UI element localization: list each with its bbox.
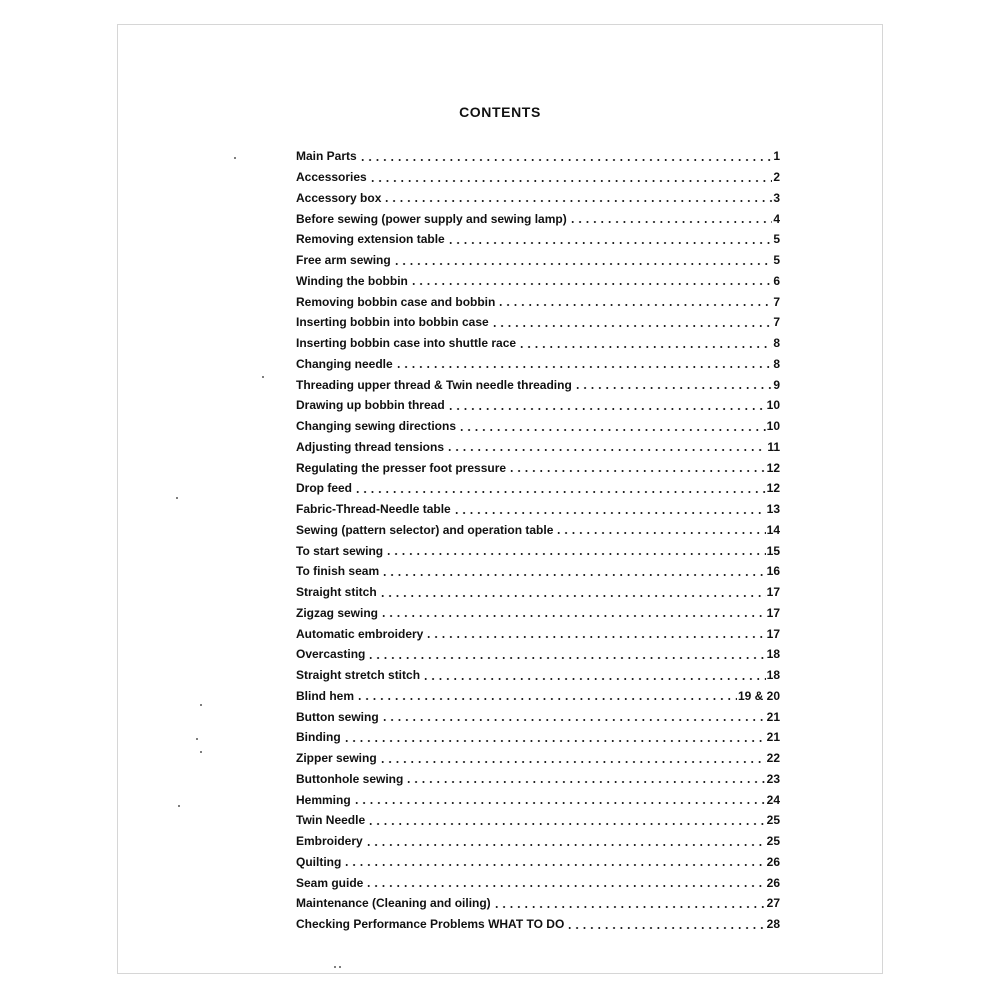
toc-entry-page-number: 3 — [773, 190, 780, 205]
toc-entry-label: To start sewing — [296, 543, 384, 558]
scan-speck — [176, 497, 178, 499]
toc-entry-page-number: 16 — [766, 564, 780, 579]
toc-entry — [296, 333, 780, 354]
toc-entry-page-number: 21 — [766, 709, 780, 724]
dot-leader — [569, 221, 773, 223]
toc-entry-page-number: 12 — [766, 481, 780, 496]
toc-entry — [296, 395, 780, 416]
toc-entry-label: Adjusting thread tensions — [296, 439, 445, 454]
dot-leader — [405, 781, 765, 783]
toc-entry — [296, 416, 780, 437]
toc-entry — [296, 789, 780, 810]
dot-leader — [422, 678, 766, 680]
toc-entry-label: Inserting bobbin into bobbin case — [296, 315, 489, 330]
toc-entry-page-number: 7 — [773, 315, 780, 330]
toc-entry — [296, 748, 780, 769]
toc-entry-page-number: 25 — [766, 813, 780, 828]
dot-leader — [385, 553, 766, 555]
dot-leader — [491, 325, 773, 327]
scan-speck — [339, 966, 341, 968]
toc-entry — [296, 354, 780, 375]
toc-entry-label: Seam guide — [296, 875, 364, 890]
dot-leader — [518, 346, 772, 348]
toc-entry-page-number: 13 — [766, 502, 780, 517]
toc-entry-page-number: 27 — [766, 896, 780, 911]
toc-entry-label: Threading upper thread & Twin needle threading — [296, 377, 572, 392]
toc-entry-page-number: 17 — [766, 585, 780, 600]
toc-entry-label: Overcasting — [296, 647, 366, 662]
dot-leader — [379, 595, 766, 597]
toc-entry-label: Removing extension table — [296, 232, 445, 247]
dot-leader — [425, 636, 765, 638]
dot-leader — [367, 823, 766, 825]
toc-entry — [296, 727, 780, 748]
toc-entry-label: Zipper sewing — [296, 751, 377, 766]
toc-entry — [296, 914, 780, 935]
toc-entry-label: Removing bobbin case and bobbin — [296, 294, 496, 309]
toc-entry — [296, 893, 780, 914]
toc-entry — [296, 665, 780, 686]
toc-entry — [296, 250, 780, 271]
dot-leader — [354, 491, 766, 493]
dot-leader — [446, 449, 766, 451]
toc-entry — [296, 437, 780, 458]
toc-entry-page-number: 11 — [767, 439, 780, 454]
scan-speck — [200, 751, 202, 753]
toc-entry — [296, 271, 780, 292]
dot-leader — [353, 802, 766, 804]
toc-entry — [296, 582, 780, 603]
toc-entry — [296, 167, 780, 188]
dot-leader — [356, 698, 737, 700]
dot-leader — [369, 180, 773, 182]
toc-entry-label: Changing sewing directions — [296, 419, 457, 434]
dot-leader — [497, 304, 772, 306]
scan-speck — [178, 805, 180, 807]
toc-entry-page-number: 9 — [773, 377, 780, 392]
toc-entry — [296, 810, 780, 831]
toc-entry-label: Winding the bobbin — [296, 273, 408, 288]
toc-entry-label: Automatic embroidery — [296, 626, 424, 641]
dot-leader — [381, 719, 766, 721]
toc-entry-label: Accessory box — [296, 190, 382, 205]
toc-entry-page-number: 2 — [773, 170, 780, 185]
toc-entry — [296, 644, 780, 665]
toc-entry — [296, 457, 780, 478]
toc-entry-page-number: 12 — [766, 460, 780, 475]
toc-entry-page-number: 26 — [766, 854, 780, 869]
dot-leader — [381, 574, 766, 576]
dot-leader — [343, 864, 765, 866]
dot-leader — [343, 740, 766, 742]
dot-leader — [379, 761, 766, 763]
toc-entry-page-number: 6 — [773, 273, 780, 288]
dot-leader — [365, 844, 766, 846]
toc-entry-page-number: 28 — [766, 917, 780, 932]
toc-entry-label: Free arm sewing — [296, 253, 391, 268]
toc-entry — [296, 499, 780, 520]
dot-leader — [367, 657, 765, 659]
toc-entry-label: Twin Needle — [296, 813, 366, 828]
dot-leader — [453, 512, 766, 514]
toc-entry — [296, 188, 780, 209]
dot-leader — [393, 263, 773, 265]
toc-entry — [296, 374, 780, 395]
toc-entry-label: Maintenance (Cleaning and oiling) — [296, 896, 491, 911]
toc-entry-page-number: 8 — [773, 336, 780, 351]
toc-entry — [296, 623, 780, 644]
dot-leader — [359, 159, 773, 161]
toc-entry — [296, 146, 780, 167]
toc-entry — [296, 561, 780, 582]
toc-entry-label: Fabric-Thread-Needle table — [296, 502, 451, 517]
toc-entry — [296, 229, 780, 250]
dot-leader — [566, 927, 765, 929]
toc-entry-page-number: 10 — [766, 419, 780, 434]
toc-entry-page-number: 21 — [766, 730, 780, 745]
toc-entry-label: Main Parts — [296, 149, 357, 164]
toc-entry-label: Embroidery — [296, 834, 363, 849]
dot-leader — [493, 906, 766, 908]
table-of-contents — [296, 146, 780, 935]
toc-entry-label: Buttonhole sewing — [296, 771, 404, 786]
toc-entry-label: Before sewing (power supply and sewing lamp) — [296, 211, 567, 226]
toc-entry — [296, 520, 780, 541]
scan-speck — [262, 376, 264, 378]
toc-entry — [296, 686, 780, 707]
toc-entry-label: Regulating the presser foot pressure — [296, 460, 507, 475]
toc-entry-page-number: 5 — [773, 253, 780, 268]
toc-entry-label: Blind hem — [296, 688, 355, 703]
toc-entry-page-number: 25 — [766, 834, 780, 849]
dot-leader — [395, 366, 773, 368]
dot-leader — [410, 283, 772, 285]
toc-entry-label: Zigzag sewing — [296, 605, 379, 620]
toc-entry-page-number: 23 — [766, 771, 780, 786]
toc-entry — [296, 852, 780, 873]
toc-entry-label: Hemming — [296, 792, 351, 807]
toc-entry-page-number: 26 — [766, 875, 780, 890]
scan-speck — [200, 704, 202, 706]
toc-entry-page-number: 18 — [766, 647, 780, 662]
dot-leader — [365, 885, 765, 887]
dot-leader — [380, 615, 766, 617]
toc-entry-page-number: 10 — [766, 398, 780, 413]
toc-entry-label: Changing needle — [296, 356, 393, 371]
toc-entry-label: Button sewing — [296, 709, 379, 724]
scan-speck — [334, 966, 336, 968]
toc-entry-page-number: 17 — [766, 605, 780, 620]
toc-entry-label: Straight stitch — [296, 585, 377, 600]
scan-speck — [234, 157, 236, 159]
dot-leader — [447, 242, 773, 244]
toc-entry-page-number: 22 — [766, 751, 780, 766]
toc-entry-page-number: 5 — [773, 232, 780, 247]
toc-entry-label: Quilting — [296, 854, 342, 869]
dot-leader — [508, 470, 766, 472]
toc-entry — [296, 208, 780, 229]
toc-entry-label: Accessories — [296, 170, 367, 185]
toc-entry — [296, 769, 780, 790]
toc-entry-label: Checking Performance Problems WHAT TO DO — [296, 917, 565, 932]
dot-leader — [555, 532, 765, 534]
toc-entry-label: Inserting bobbin case into shuttle race — [296, 336, 517, 351]
dot-leader — [447, 408, 766, 410]
toc-entry — [296, 603, 780, 624]
toc-entry — [296, 478, 780, 499]
toc-entry-label: Drop feed — [296, 481, 353, 496]
toc-entry — [296, 312, 780, 333]
toc-entry-label: Sewing (pattern selector) and operation table — [296, 522, 554, 537]
toc-entry-page-number: 18 — [766, 668, 780, 683]
toc-entry-page-number: 4 — [773, 211, 780, 226]
toc-entry — [296, 540, 780, 561]
toc-entry-page-number: 24 — [766, 792, 780, 807]
toc-entry-page-number: 17 — [766, 626, 780, 641]
toc-entry — [296, 706, 780, 727]
toc-entry-label: To finish seam — [296, 564, 380, 579]
dot-leader — [458, 429, 766, 431]
toc-entry — [296, 291, 780, 312]
scan-speck — [196, 738, 198, 740]
page-title: CONTENTS — [459, 104, 541, 120]
toc-entry-page-number: 19 & 20 — [737, 688, 780, 703]
toc-entry-label: Straight stretch stitch — [296, 668, 421, 683]
toc-entry-label: Binding — [296, 730, 341, 745]
dot-leader — [574, 387, 773, 389]
toc-entry — [296, 831, 780, 852]
toc-entry-label: Drawing up bobbin thread — [296, 398, 445, 413]
toc-entry-page-number: 15 — [766, 543, 780, 558]
toc-entry-page-number: 1 — [773, 149, 780, 164]
dot-leader — [383, 200, 772, 202]
toc-entry — [296, 872, 780, 893]
toc-entry-page-number: 7 — [773, 294, 780, 309]
toc-entry-page-number: 8 — [773, 356, 780, 371]
toc-entry-page-number: 14 — [766, 522, 780, 537]
